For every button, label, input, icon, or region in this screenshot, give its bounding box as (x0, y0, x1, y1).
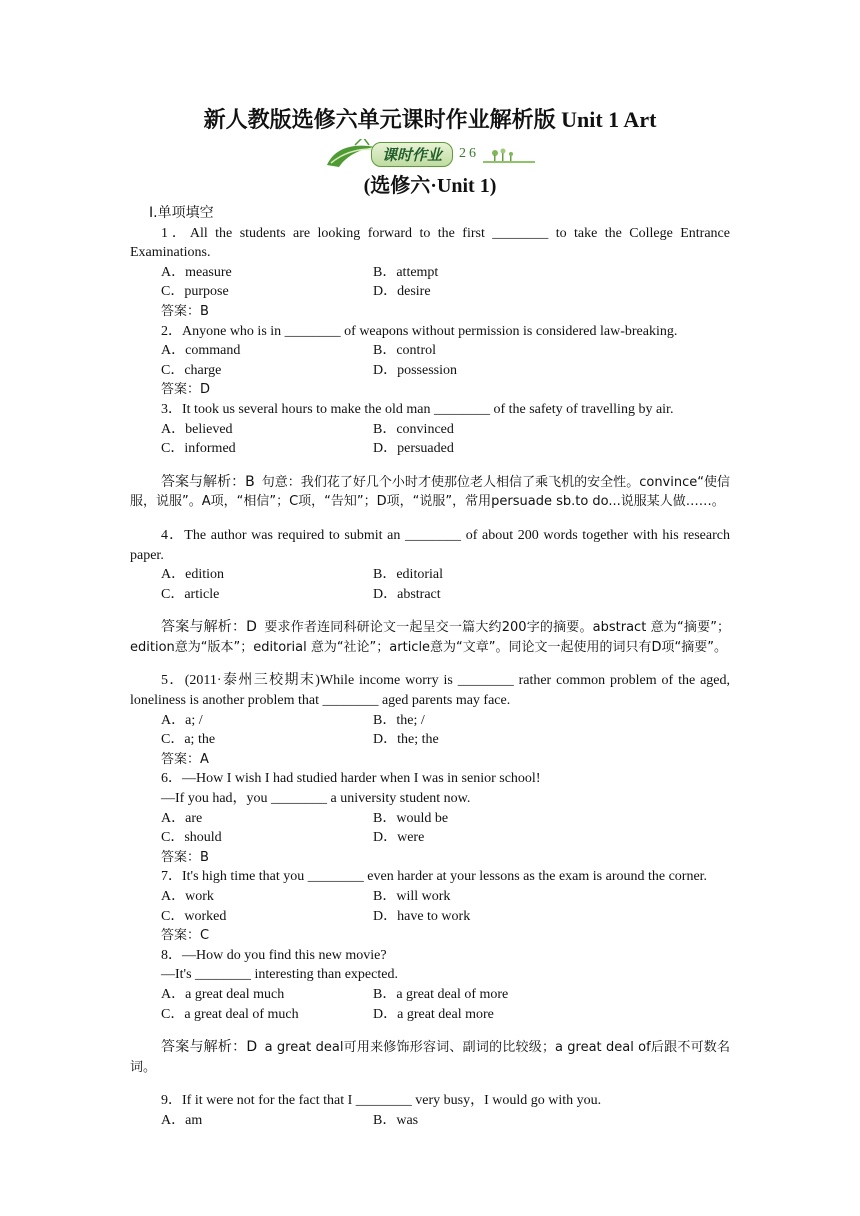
question-7-options-row-1 (130, 887, 730, 907)
option-d: D．were (373, 830, 425, 846)
question-7-options-row-2 (130, 907, 730, 927)
option-c: C．a; the (161, 732, 216, 748)
option-d: D．a great deal more (373, 1006, 494, 1022)
question-1-answer: 答案：B (161, 303, 209, 319)
explanation-text: a great deal可用来修饰形容词、副词的比较级；a great deal of后跟不可数名词。 (130, 1040, 731, 1075)
document-subtitle: (选修六·Unit 1) (363, 175, 497, 197)
option-c: C．a great deal of much (161, 1006, 299, 1022)
option-c: C．purpose (161, 284, 229, 300)
banner-number: 26 (459, 146, 479, 161)
question-5-options-row-2 (130, 730, 730, 750)
option-a: A．work (161, 889, 214, 904)
option-c: C．informed (161, 441, 236, 457)
question-6-options-row-2 (130, 828, 730, 848)
question-7-answer: 答案：C (161, 928, 210, 944)
question-1-options-row-2 (130, 282, 730, 302)
banner-label: 课时作业 (371, 142, 453, 167)
answer-label: 答案与解析：D (161, 619, 257, 636)
leaf-icon (325, 139, 377, 169)
explanation-text: 要求作者连同科研论文一起呈交一篇大约200字的摘要。abstract 意为“摘要”；edition意为“版本”；editorial 意为“社论”；article意为“文章”。同论文一起使用的词只有D项“摘要”。 (130, 620, 731, 655)
option-c: C．article (161, 586, 220, 602)
question-3-options-row-2 (130, 439, 730, 459)
document-page (130, 104, 730, 1131)
answer-label: 答案与解析：D (161, 1039, 258, 1056)
plant-icon (483, 143, 535, 165)
option-d: D．abstract (373, 586, 441, 602)
option-a: A．edition (161, 567, 224, 583)
question-8-explanation (130, 1038, 730, 1077)
option-a: A．a; / (161, 712, 203, 728)
option-a: A．am (161, 1112, 203, 1128)
question-2-answer: 答案：D (161, 382, 211, 398)
question-4-options-row-2 (130, 585, 730, 605)
question-3-explanation (130, 473, 730, 512)
question-2-options-row-2 (130, 361, 730, 381)
homework-banner (130, 136, 730, 172)
option-c: C．should (161, 830, 222, 846)
option-b: B．a great deal of more (373, 986, 509, 1002)
option-d: D．the; the (373, 732, 439, 748)
question-7-stem: 7．It's high time that you ________ even harder at your lessons as the exam is around the corner. (161, 869, 708, 885)
option-a: A．believed (161, 421, 233, 437)
question-8-stem: 8．—How do you find this new movie? (161, 947, 387, 963)
option-b: B．will work (373, 889, 451, 904)
question-4-options-row-1 (130, 565, 730, 585)
question-6-answer: 答案：B (161, 849, 209, 865)
question-4-explanation (130, 618, 730, 657)
question-3-options-row-1 (130, 420, 730, 440)
option-b: B．control (373, 343, 436, 359)
section-heading: Ⅰ.单项填空 (149, 205, 214, 221)
question-5-answer: 答案：A (161, 751, 209, 767)
option-a: A．are (161, 810, 203, 826)
option-b: B．convinced (373, 421, 454, 437)
question-5-options-row-1 (130, 711, 730, 731)
question-8-options-row-1 (130, 985, 730, 1005)
option-c: C．charge (161, 362, 222, 378)
question-4-stem: 4．The author was required to submit an ________ of about 200 words together with his research paper. (130, 527, 730, 563)
answer-label: 答案与解析：B (161, 473, 255, 490)
question-1-options-row-1 (130, 263, 730, 283)
question-3-stem: 3．It took us several hours to make the old man ________ of the safety of travelling by air. (161, 401, 674, 417)
option-d: D．persuaded (373, 441, 454, 457)
option-b: B．attempt (373, 264, 439, 280)
question-6-options-row-1 (130, 809, 730, 829)
option-d: D．desire (373, 284, 431, 300)
option-b: B．editorial (373, 567, 443, 583)
option-a: A．a great deal much (161, 986, 285, 1002)
option-b: B．the; / (373, 712, 425, 728)
option-b: B．was (373, 1112, 419, 1128)
question-9-stem: 9．If it were not for the fact that I ________ very busy，I would go with you. (161, 1093, 602, 1109)
question-8-options-row-2 (130, 1005, 730, 1025)
question-9-options-row-1 (130, 1111, 730, 1131)
question-6-stem-reply: —If you had，you ________ a university student now. (161, 791, 471, 807)
question-2-stem: 2．Anyone who is in ________ of weapons without permission is considered law-breaking. (161, 323, 678, 339)
question-5-stem: 5．(2011·泰州三校期末)While income worry is ________ rather common problem of the aged, loneliness is another problem that ________ aged parents may face. (130, 673, 730, 709)
banner-badge (325, 139, 535, 169)
option-c: C．worked (161, 908, 227, 924)
question-1-stem: 1．All the students are looking forward to the first ________ to take the College Entrance Examinations. (130, 225, 730, 261)
question-2-options-row-1 (130, 341, 730, 361)
option-a: A．command (161, 343, 241, 359)
option-d: D．possession (373, 362, 458, 378)
explanation-text: 句意：我们花了好几个小时才使那位老人相信了乘飞机的安全性。convince“使信服，说服”。A项，“相信”；C项，“告知”；D项，“说服”，常用persuade sb.to do...说服某人做……。 (130, 474, 731, 510)
option-a: A．measure (161, 264, 232, 280)
document-title: 新人教版选修六单元课时作业解析版 Unit 1 Art (203, 107, 657, 132)
option-b: B．would be (373, 810, 449, 826)
option-d: D．have to work (373, 908, 471, 924)
question-8-stem-reply: —It's ________ interesting than expected. (161, 967, 398, 983)
question-6-stem: 6．—How I wish I had studied harder when I was in senior school! (161, 771, 541, 787)
